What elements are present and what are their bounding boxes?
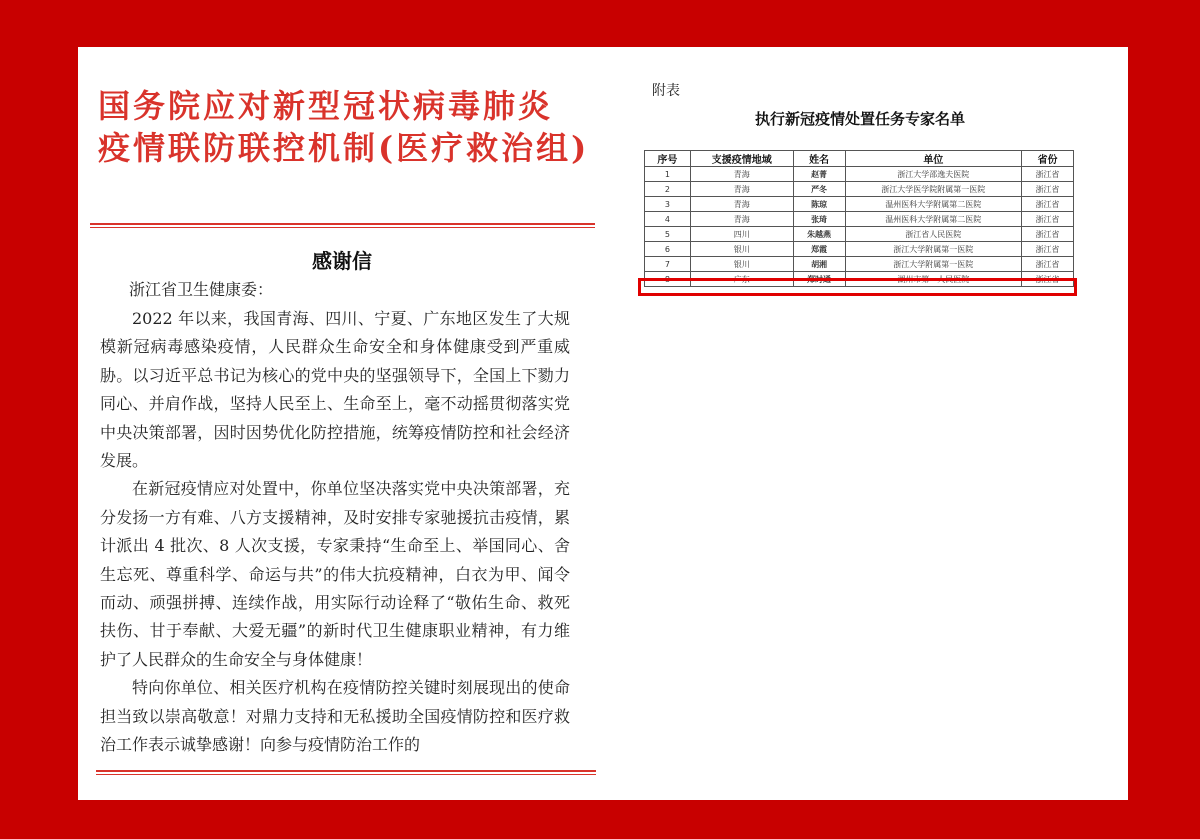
table-row xyxy=(645,182,1074,197)
cell-region: 青海 xyxy=(690,182,793,197)
letterhead-line-1: 国务院应对新型冠状病毒肺炎 xyxy=(98,87,554,125)
col-header-unit: 单位 xyxy=(845,151,1022,167)
cell-unit: 湖州市第一人民医院 xyxy=(845,272,1022,287)
letter-paragraph-1: 2022 年以来，我国青海、四川、宁夏、广东地区发生了大规模新冠病毒感染疫情，人民群众生命安全和身体健康受到严重威胁。以习近平总书记为核心的党中央的坚强领导下，全国上下勠力同心、并肩作战，坚持人民至上、生命至上，毫不动摇贯彻落实党中央决策部署，因时因势优化防控措施，统筹疫情防控和社会经济发展。 xyxy=(100,309,570,471)
col-header-name: 姓名 xyxy=(793,151,845,167)
cell-index: 3 xyxy=(645,197,691,212)
col-header-region: 支援疫情地域 xyxy=(690,151,793,167)
cell-unit: 温州医科大学附属第二医院 xyxy=(845,197,1022,212)
cell-index: 4 xyxy=(645,212,691,227)
cell-province: 浙江省 xyxy=(1022,227,1074,242)
cell-unit: 浙江大学医学院附属第一医院 xyxy=(845,182,1022,197)
cell-province: 浙江省 xyxy=(1022,272,1074,287)
cell-index: 1 xyxy=(645,167,691,182)
cell-name: 郑霞 xyxy=(793,242,845,257)
cell-region: 广东 xyxy=(690,272,793,287)
footer-divider-thin xyxy=(96,774,596,775)
cell-name: 赵菁 xyxy=(793,167,845,182)
thank-you-letter xyxy=(78,47,606,800)
letter-paragraph-2: 在新冠疫情应对处置中，你单位坚决落实党中央决策部署，充分发扬一方有难、八方支援精神，及时安排专家驰援抗击疫情，累计派出 4 批次、8 人次支援，专家秉持“生命至上、举国同心、舍生忘死、尊重科学、命运与共”的伟大抗疫精神，白衣为甲、闻令而动、顽强拼搏、连续作战，用实际行动诠释了“敬佑生命、救死扶伤、甘于奉献、大爱无疆”的新时代卫生健康职业精神，有力维护了人民群众的生命安全与身体健康！ xyxy=(100,479,570,669)
table-row xyxy=(645,227,1074,242)
cell-name: 郑时通 xyxy=(793,272,845,287)
cell-region: 四川 xyxy=(690,227,793,242)
cell-region: 银川 xyxy=(690,257,793,272)
cell-name: 朱越燕 xyxy=(793,227,845,242)
cell-province: 浙江省 xyxy=(1022,167,1074,182)
cell-unit: 浙江大学邵逸夫医院 xyxy=(845,167,1022,182)
scanned-document xyxy=(78,47,1128,800)
letter-salutation: 浙江省卫生健康委： xyxy=(129,280,274,299)
highlight-box xyxy=(638,278,1077,296)
expert-list-table xyxy=(644,150,1074,287)
table-row xyxy=(645,257,1074,272)
letter-body xyxy=(100,305,570,760)
cell-name: 严冬 xyxy=(793,182,845,197)
letter-title: 感谢信 xyxy=(312,249,372,273)
table-row xyxy=(645,197,1074,212)
cell-province: 浙江省 xyxy=(1022,182,1074,197)
cell-index: 2 xyxy=(645,182,691,197)
cell-unit: 温州医科大学附属第二医院 xyxy=(845,212,1022,227)
cell-region: 青海 xyxy=(690,167,793,182)
letter-paragraph-3: 特向你单位、相关医疗机构在疫情防控关键时刻展现出的使命担当致以崇高敬意！对鼎力支持和无私援助全国疫情防控和医疗救治工作表示诚挚感谢！向参与疫情防治工作的 xyxy=(100,678,570,755)
cell-name: 陈琼 xyxy=(793,197,845,212)
cell-name: 胡湘 xyxy=(793,257,845,272)
col-header-province: 省份 xyxy=(1022,151,1074,167)
letterhead xyxy=(98,85,598,169)
appendix-label: 附表 xyxy=(652,83,680,99)
col-header-index: 序号 xyxy=(645,151,691,167)
cell-index: 7 xyxy=(645,257,691,272)
cell-province: 浙江省 xyxy=(1022,257,1074,272)
cell-region: 青海 xyxy=(690,212,793,227)
cell-unit: 浙江省人民医院 xyxy=(845,227,1022,242)
table-body xyxy=(645,167,1074,287)
table-row xyxy=(645,242,1074,257)
cell-region: 银川 xyxy=(690,242,793,257)
cell-unit: 浙江大学附属第一医院 xyxy=(845,257,1022,272)
table-title: 执行新冠疫情处置任务专家名单 xyxy=(754,110,965,128)
cell-index: 6 xyxy=(645,242,691,257)
cell-index: 5 xyxy=(645,227,691,242)
letterhead-divider xyxy=(90,223,595,225)
cell-province: 浙江省 xyxy=(1022,242,1074,257)
cell-region: 青海 xyxy=(690,197,793,212)
cell-index: 8 xyxy=(645,272,691,287)
cell-province: 浙江省 xyxy=(1022,212,1074,227)
letterhead-line-2: 疫情联防联控机制(医疗救治组) xyxy=(98,129,590,167)
table-header-row xyxy=(645,151,1074,167)
table-row xyxy=(645,167,1074,182)
table-row xyxy=(645,212,1074,227)
cell-unit: 浙江大学附属第一医院 xyxy=(845,242,1022,257)
cell-name: 张琦 xyxy=(793,212,845,227)
footer-divider xyxy=(96,770,596,772)
cell-province: 浙江省 xyxy=(1022,197,1074,212)
letterhead-divider-thin xyxy=(90,227,595,228)
